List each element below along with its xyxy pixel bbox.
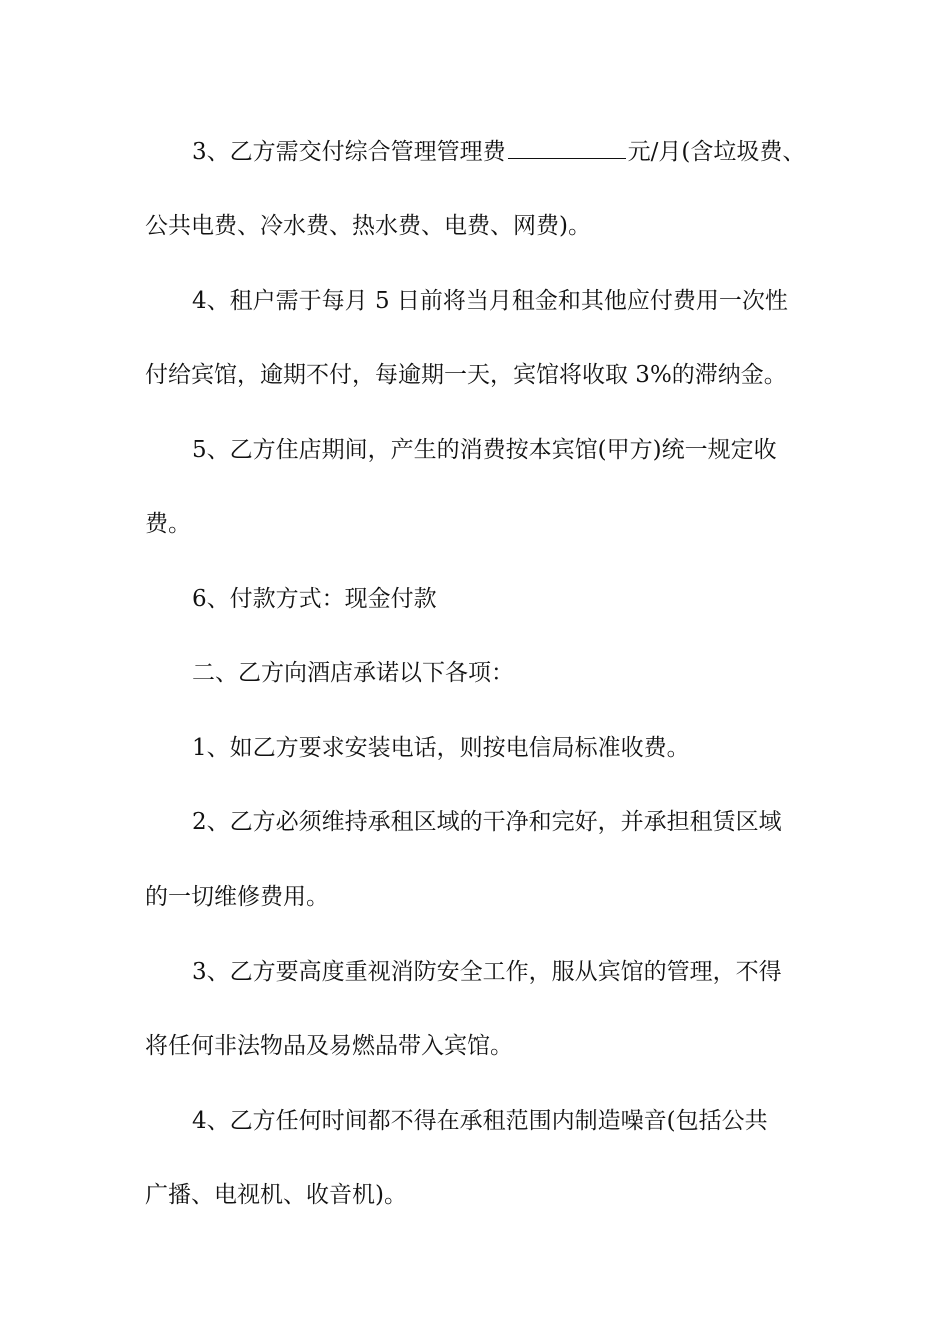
pledge-3-continued	[145, 1031, 815, 1061]
fill-in-blank	[508, 138, 626, 159]
clause-5-consumption	[145, 435, 862, 465]
clause-text: 元/月(含垃圾费、	[627, 139, 806, 165]
clause-text: 付给宾馆，逾期不付，每逾期一天，宾馆将收取 3%的滞纳金。	[145, 362, 787, 388]
clause-text: 5、乙方住店期间，产生的消费按本宾馆(甲方)统一规定收	[192, 437, 777, 463]
clause-text: 将任何非法物品及易燃品带入宾馆。	[145, 1033, 513, 1059]
clause-4-payment-deadline	[145, 286, 862, 316]
clause-6-payment-method	[145, 584, 862, 614]
clause-5-continued	[145, 509, 815, 539]
clause-text: 4、租户需于每月 5 日前将当月租金和其他应付费用一次性	[192, 288, 788, 314]
clause-text: 公共电费、冷水费、热水费、电费、网费)。	[145, 213, 591, 239]
clause-text: 1、如乙方要求安装电话，则按电信局标准收费。	[192, 735, 690, 761]
pledge-1-telephone	[145, 733, 862, 763]
clause-4-continued	[145, 360, 815, 390]
section-heading: 二、乙方向酒店承诺以下各项：	[192, 660, 514, 686]
clause-text: 3、乙方要高度重视消防安全工作，服从宾馆的管理，不得	[192, 959, 782, 985]
clause-3-management-fee	[145, 137, 862, 167]
clause-text: 费。	[145, 511, 191, 537]
pledge-2-continued	[145, 882, 815, 912]
clause-text: 的一切维修费用。	[145, 884, 329, 910]
clause-text: 广播、电视机、收音机)。	[145, 1182, 407, 1208]
pledge-4-noise	[145, 1106, 862, 1136]
clause-text: 6、付款方式：现金付款	[192, 586, 437, 612]
clause-3-continued	[145, 211, 815, 241]
clause-text: 3、乙方需交付综合管理管理费	[192, 139, 506, 165]
pledge-4-continued	[145, 1180, 815, 1210]
clause-text: 2、乙方必须维持承租区域的干净和完好，并承担租赁区域	[192, 809, 782, 835]
pledge-3-fire-safety	[145, 957, 862, 987]
clause-text: 4、乙方任何时间都不得在承租范围内制造噪音(包括公共	[192, 1108, 768, 1134]
section-2-heading	[145, 658, 862, 688]
pledge-2-cleanliness	[145, 807, 862, 837]
